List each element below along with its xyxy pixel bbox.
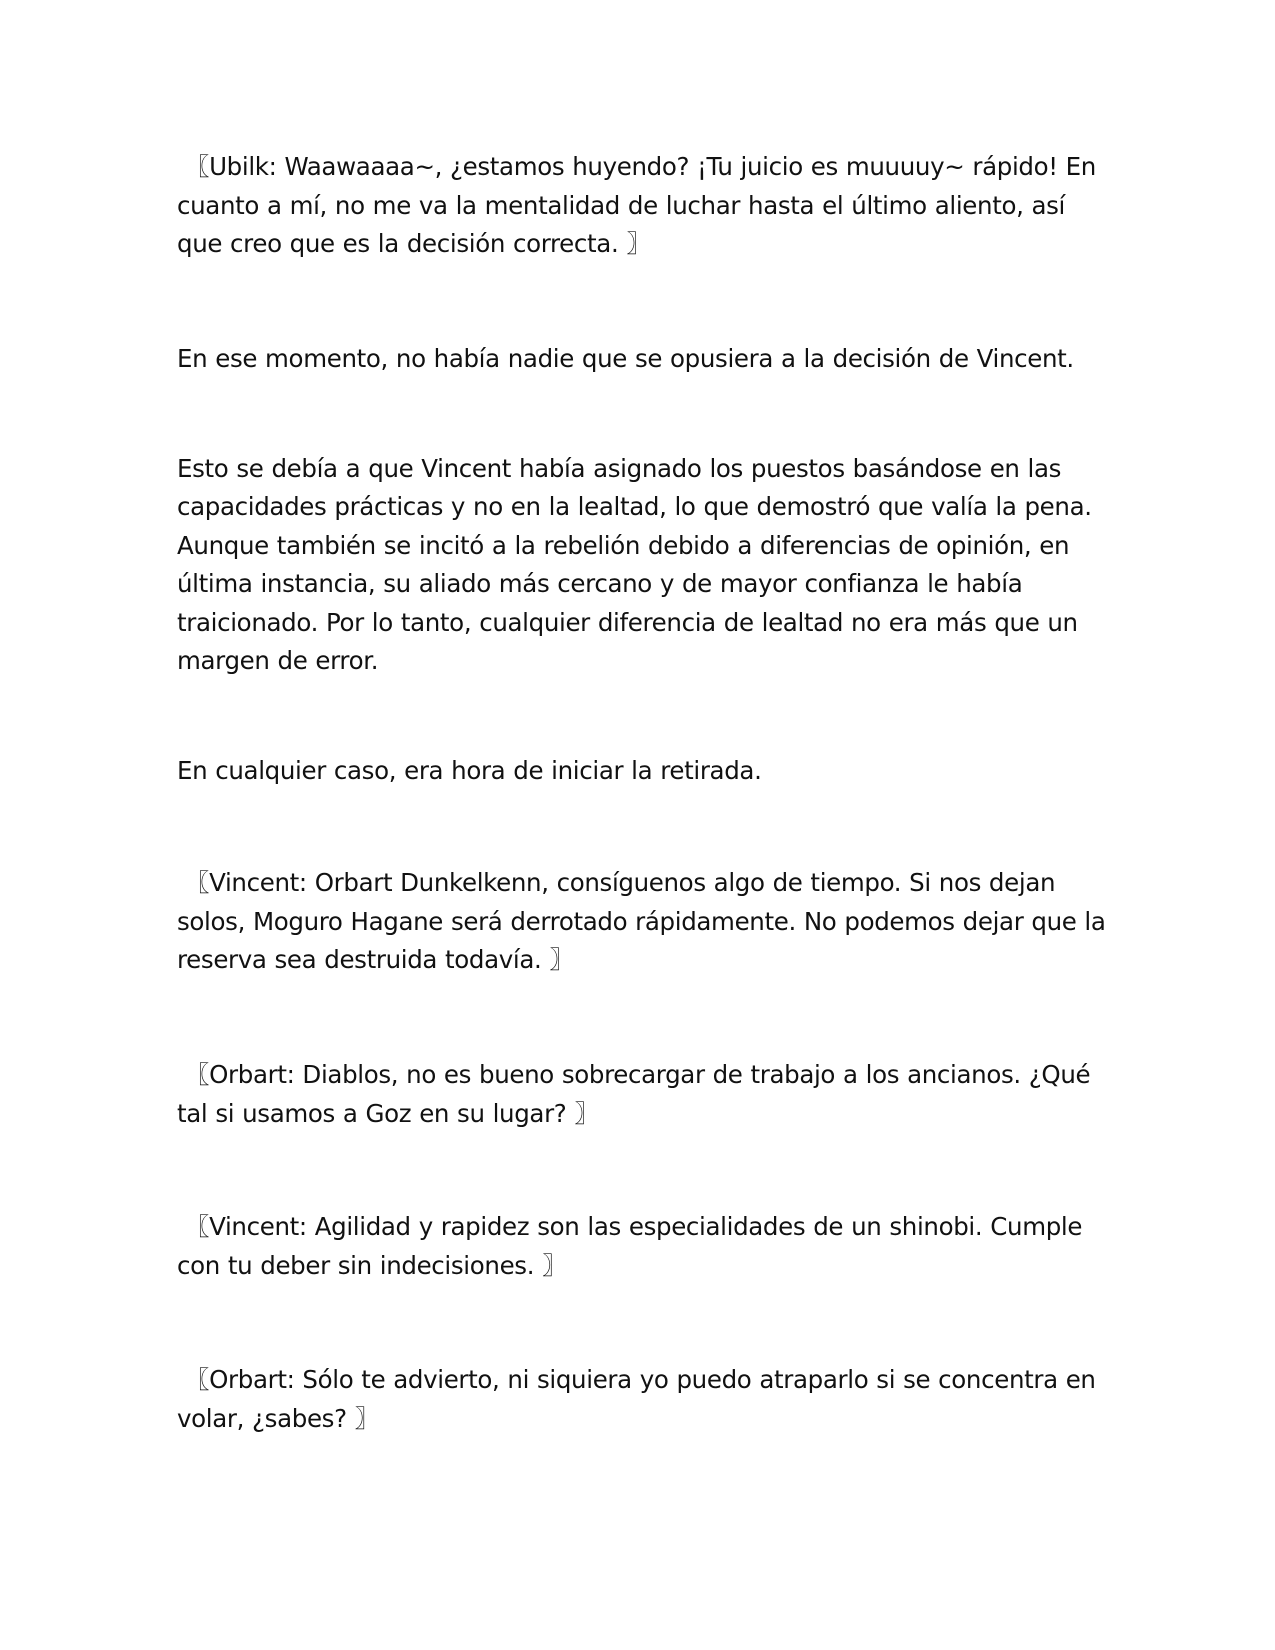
dialogue-vincent-shinobi: 〖Vincent: Agilidad y rapidez son las especialidades de un shinobi. Cumple con tu deber sin indecisiones. 〗	[177, 1212, 1083, 1280]
dialogue-vincent-orders: 〖Vincent: Orbart Dunkelkenn, consíguenos algo de tiempo. Si nos dejan solos, Moguro Hagane será derrotado rápidamente. No podemos dejar que la reserva sea destruida todavía. 〗	[177, 868, 1106, 974]
narration-retreat: En cualquier caso, era hora de iniciar la retirada.	[177, 756, 762, 785]
dialogue-orbart-complaint: 〖Orbart: Diablos, no es bueno sobrecargar de trabajo a los ancianos. ¿Qué tal si usamos a Goz en su lugar? 〗	[177, 1060, 1091, 1128]
narration-loyalty: Esto se debía a que Vincent había asignado los puestos basándose en las capacidades prácticas y no en la lealtad, lo que demostró que valía la pena. Aunque también se incitó a la rebelión debido a diferencias de opinión, en última instancia, su aliado más cercano y de mayor confianza le había traicionado. Por lo tanto, cualquier diferencia de lealtad no era más que un margen de error.	[177, 454, 1092, 676]
dialogue-orbart-warning: 〖Orbart: Sólo te advierto, ni siquiera yo puedo atraparlo si se concentra en volar, ¿sabes? 〗	[177, 1365, 1096, 1433]
dialogue-ubilk: 〖Ubilk: Waawaaaa~, ¿estamos huyendo? ¡Tu juicio es muuuuy~ rápido! En cuanto a mí, no me va la mentalidad de luchar hasta el último aliento, así que creo que es la decisión correcta. 〗	[177, 152, 1096, 258]
narration-no-opposition: En ese momento, no había nadie que se opusiera a la decisión de Vincent.	[177, 344, 1074, 373]
